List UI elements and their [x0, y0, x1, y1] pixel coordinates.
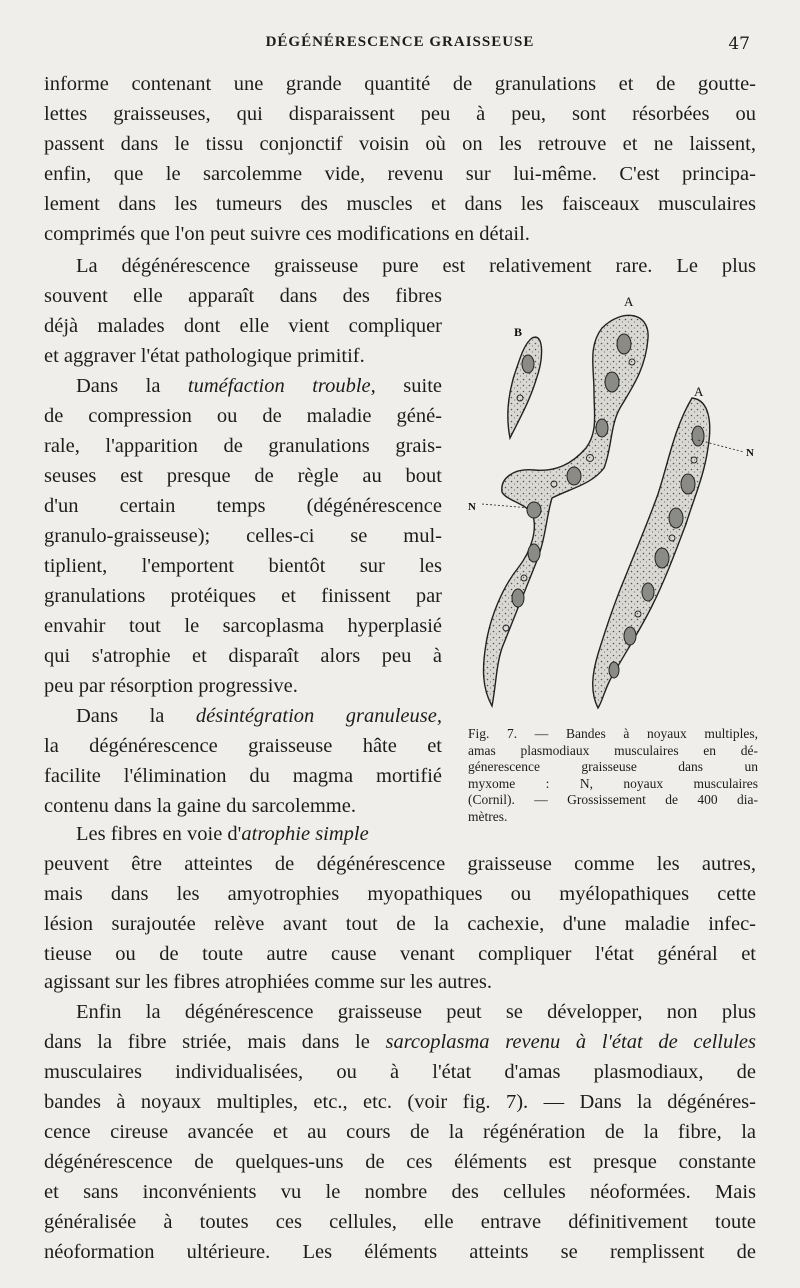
- text-line: bandes à noyaux multiples, etc., etc. (voir fig. 7). — Dans la dégénéres-: [44, 1091, 756, 1113]
- text-line: de compression ou de maladie géné-: [44, 405, 442, 427]
- text-line: agissant sur les fibres atrophiées comme sur les autres.: [44, 971, 493, 993]
- nucleus-mark: [624, 627, 636, 645]
- text-line: envahir tout le sarcoplasma hyperplasié: [44, 615, 442, 637]
- running-title: DÉGÉNÉRESCENCE GRAISSEUSE: [265, 34, 535, 50]
- text-segment: Dans la: [76, 705, 196, 727]
- text-line: dégénérescence de quelques-uns de ces éléments est presque constante: [44, 1151, 756, 1173]
- text-line: peu par résorption progressive.: [44, 675, 298, 697]
- nucleus-mark: [642, 583, 654, 601]
- figure-label-a-top: A: [624, 294, 634, 309]
- caption-line: mètres.: [468, 808, 508, 824]
- nucleus-mark: [681, 474, 695, 494]
- nucleus-mark: [692, 426, 704, 446]
- text-line: lésion surajoutée relève avant tout de la cachexie, d'une maladie infec-: [44, 913, 756, 935]
- text-line: tiplient, l'emportent bientôt sur les: [44, 555, 442, 577]
- running-header: [0, 34, 800, 58]
- text-segment: suite: [403, 375, 442, 397]
- text-line: rale, l'apparition de granulations grais-: [44, 435, 442, 457]
- figure-label-a-right: A: [694, 384, 704, 399]
- text-line: tieuse ou de toute autre cause venant compliquer l'état général et: [44, 943, 756, 965]
- italic-term: sarcoplasma revenu à l'état de cellules: [385, 1031, 756, 1053]
- text-line: granulo-graisseuse); celles-ci se mul-: [44, 525, 442, 547]
- text-line: la dégénérescence graisseuse hâte et: [44, 735, 442, 757]
- text-line: enfin, que le sarcolemme vide, revenu sur lui-même. C'est principa-: [44, 163, 756, 185]
- text-line: généralisée à toutes ces cellules, elle entrave définitivement toute: [44, 1211, 756, 1233]
- nucleus-mark: [522, 355, 534, 373]
- text-line: musculaires individualisées, ou à l'état d'amas plasmodiaux, de: [44, 1061, 756, 1083]
- text-line: et sans inconvénients vu le nombre des cellules néoformées. Mais: [44, 1181, 756, 1203]
- text-line: Enfin la dégénérescence graisseuse peut se développer, non plus: [76, 1001, 756, 1023]
- nucleus-mark: [655, 548, 669, 568]
- caption-line: amas plasmodiaux musculaires en dé-: [468, 742, 758, 758]
- text-line: souvent elle apparaît dans des fibres: [44, 285, 442, 307]
- text-line: granulations protéiques et finissent par: [44, 585, 442, 607]
- italic-term: atrophie simple: [241, 823, 369, 845]
- text-line: informe contenant une grande quantité de granulations et de goutte-: [44, 73, 756, 95]
- text-line: qui s'atrophie et disparaît alors peu à: [44, 645, 442, 667]
- text-line: lettes graisseuses, qui disparaissent peu à peu, sont résorbées ou: [44, 103, 756, 125]
- nucleus-mark: [528, 544, 540, 562]
- text-line-mixed: [44, 374, 442, 398]
- nucleus-mark: [609, 662, 619, 678]
- text-line: peuvent être atteintes de dégénérescence graisseuse comme les autres,: [44, 853, 756, 875]
- text-line: lement dans les tumeurs des muscles et dans les faisceaux musculaires: [44, 193, 756, 215]
- figure-caption: [468, 726, 758, 825]
- text-line: seuses est presque de règle au bout: [44, 465, 442, 487]
- nucleus-mark: [596, 419, 608, 437]
- text-segment: dans la fibre striée, mais dans le: [44, 1031, 386, 1053]
- figure-label-n-left: N: [468, 501, 476, 513]
- text-line: facilite l'élimination du magma mortifié: [44, 765, 442, 787]
- text-segment: Dans la: [76, 375, 188, 397]
- text-line-mixed: [44, 1030, 756, 1054]
- figure-label-n-right: N: [746, 447, 754, 459]
- figure-7-illustration: [462, 288, 762, 724]
- italic-term: tuméfaction trouble,: [187, 375, 376, 397]
- nucleus-mark: [617, 334, 631, 354]
- text-line: cence cireuse avancée et au cours de la régénération de la fibre, la: [44, 1121, 756, 1143]
- caption-line: Fig. 7. — Bandes à noyaux multiples,: [468, 726, 758, 741]
- text-line: néoformation ultérieure. Les éléments atteints se remplissent de: [44, 1241, 756, 1263]
- cell-b-shape: [508, 337, 542, 438]
- text-line: déjà malades dont elle vient compliquer: [44, 315, 442, 337]
- nucleus-mark: [527, 502, 541, 518]
- text-line: mais dans les amyotrophies myopathiques ou myélopathiques cette: [44, 883, 756, 905]
- caption-line: myxome : N, noyaux musculaires: [468, 775, 758, 791]
- nucleus-mark: [605, 372, 619, 392]
- text-line: La dégénérescence graisseuse pure est relativement rare. Le plus: [76, 255, 756, 277]
- nucleus-mark: [512, 589, 524, 607]
- figure-label-b: B: [514, 325, 523, 339]
- text-segment: Les fibres en voie d': [76, 823, 242, 845]
- text-line: d'un certain temps (dégénérescence: [44, 495, 442, 517]
- italic-term: désintégration granuleuse,: [195, 705, 442, 727]
- text-line: passent dans le tissu conjonctif voisin où on les retrouve et ne laissent,: [44, 133, 756, 155]
- nucleus-mark: [669, 508, 683, 528]
- caption-line: génerescence graisseuse dans un: [468, 759, 758, 774]
- text-line: contenu dans la gaine du sarcolemme.: [44, 795, 356, 817]
- nucleus-mark: [567, 467, 581, 485]
- text-line-mixed: [44, 704, 442, 728]
- text-line: comprimés que l'on peut suivre ces modifications en détail.: [44, 223, 530, 245]
- text-line-mixed: [44, 822, 442, 846]
- page-number: 47: [728, 34, 750, 54]
- text-line: et aggraver l'état pathologique primitif.: [44, 345, 365, 367]
- caption-line: (Cornil). — Grossissement de 400 dia-: [468, 792, 758, 807]
